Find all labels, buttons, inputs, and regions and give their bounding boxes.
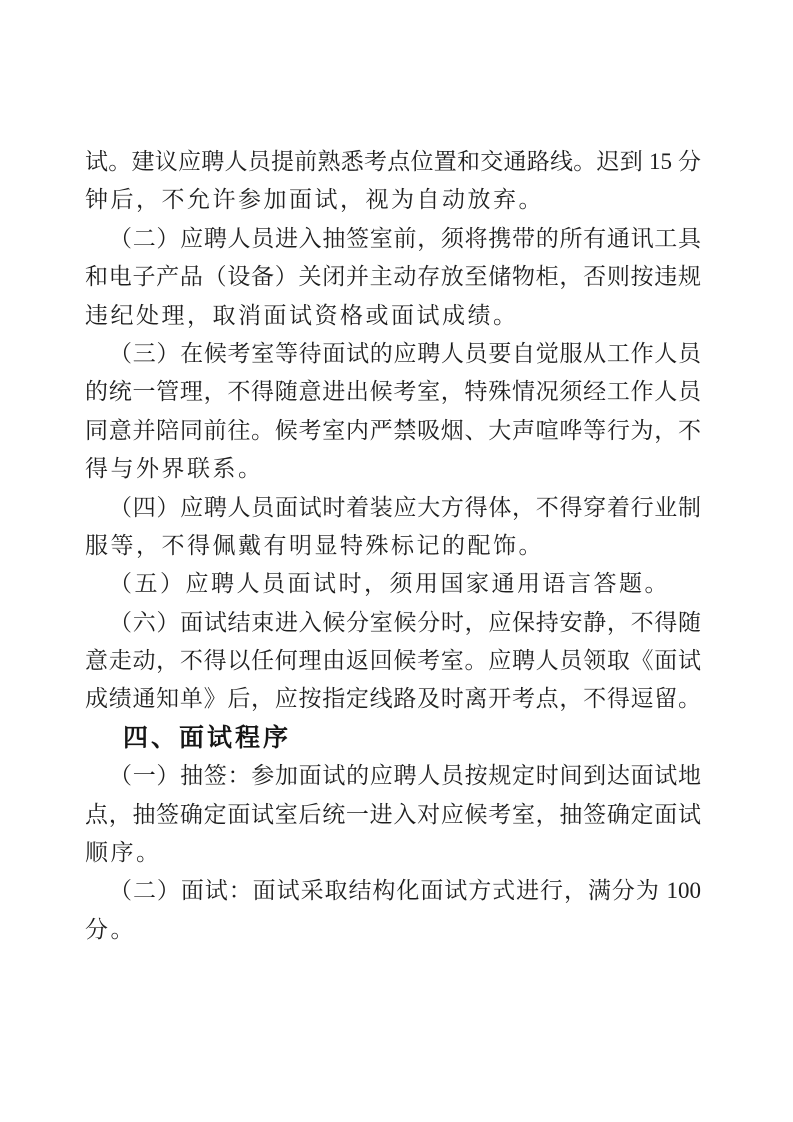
text-line: 分。	[85, 916, 136, 942]
text-line: （二）应聘人员进入抽签室前，须将携带的所有通讯工具	[109, 225, 701, 251]
paragraph	[85, 604, 701, 719]
section-heading-text: 四、面试程序	[123, 723, 292, 752]
text-line: 违纪处理，取消面试资格或面试成绩。	[85, 302, 519, 328]
text-line: 点，抽签确定面试室后统一进入对应候考室，抽签确定面试	[85, 801, 701, 827]
text-line: 顺序。	[85, 840, 162, 866]
text-line: 意走动，不得以任何理由返回候考室。应聘人员领取《面试	[85, 648, 701, 674]
text-line: （四）应聘人员面试时着装应大方得体，不得穿着行业制	[109, 494, 701, 520]
text-line: （五）应聘人员面试时，须用国家通用语言答题。	[109, 571, 670, 597]
text-line: 钟后，不允许参加面试，视为自动放弃。	[85, 187, 544, 213]
paragraph	[85, 220, 701, 335]
text-line: 试。建议应聘人员提前熟悉考点位置和交通路线。迟到 15 分	[85, 149, 701, 174]
text-line: 同意并陪同前往。候考室内严禁吸烟、大声喧哗等行为，不	[85, 417, 701, 443]
paragraph	[85, 757, 701, 872]
text-line: 成绩通知单》后，应按指定线路及时离开考点，不得逗留。	[85, 686, 701, 712]
text-line: 服等，不得佩戴有明显特殊标记的配饰。	[85, 532, 544, 558]
paragraph	[85, 143, 701, 220]
paragraph	[85, 335, 701, 489]
section-heading	[85, 719, 701, 757]
text-line: （二）面试：面试采取结构化面试方式进行，满分为 100	[109, 878, 701, 904]
text-line: 的统一管理，不得随意进出候考室，特殊情况须经工作人员	[85, 379, 701, 405]
paragraph	[85, 872, 701, 949]
paragraph	[85, 565, 701, 603]
text-line: （一）抽签：参加面试的应聘人员按规定时间到达面试地	[109, 763, 701, 789]
paragraph	[85, 489, 701, 566]
text-line: （六）面试结束进入候分室候分时，应保持安静，不得随	[109, 609, 701, 635]
text-line: 和电子产品（设备）关闭并主动存放至储物柜，否则按违规	[85, 264, 701, 290]
document-text-block	[85, 143, 701, 949]
text-line: 得与外界联系。	[85, 456, 264, 482]
text-line: （三）在候考室等待面试的应聘人员要自觉服从工作人员	[109, 340, 701, 366]
